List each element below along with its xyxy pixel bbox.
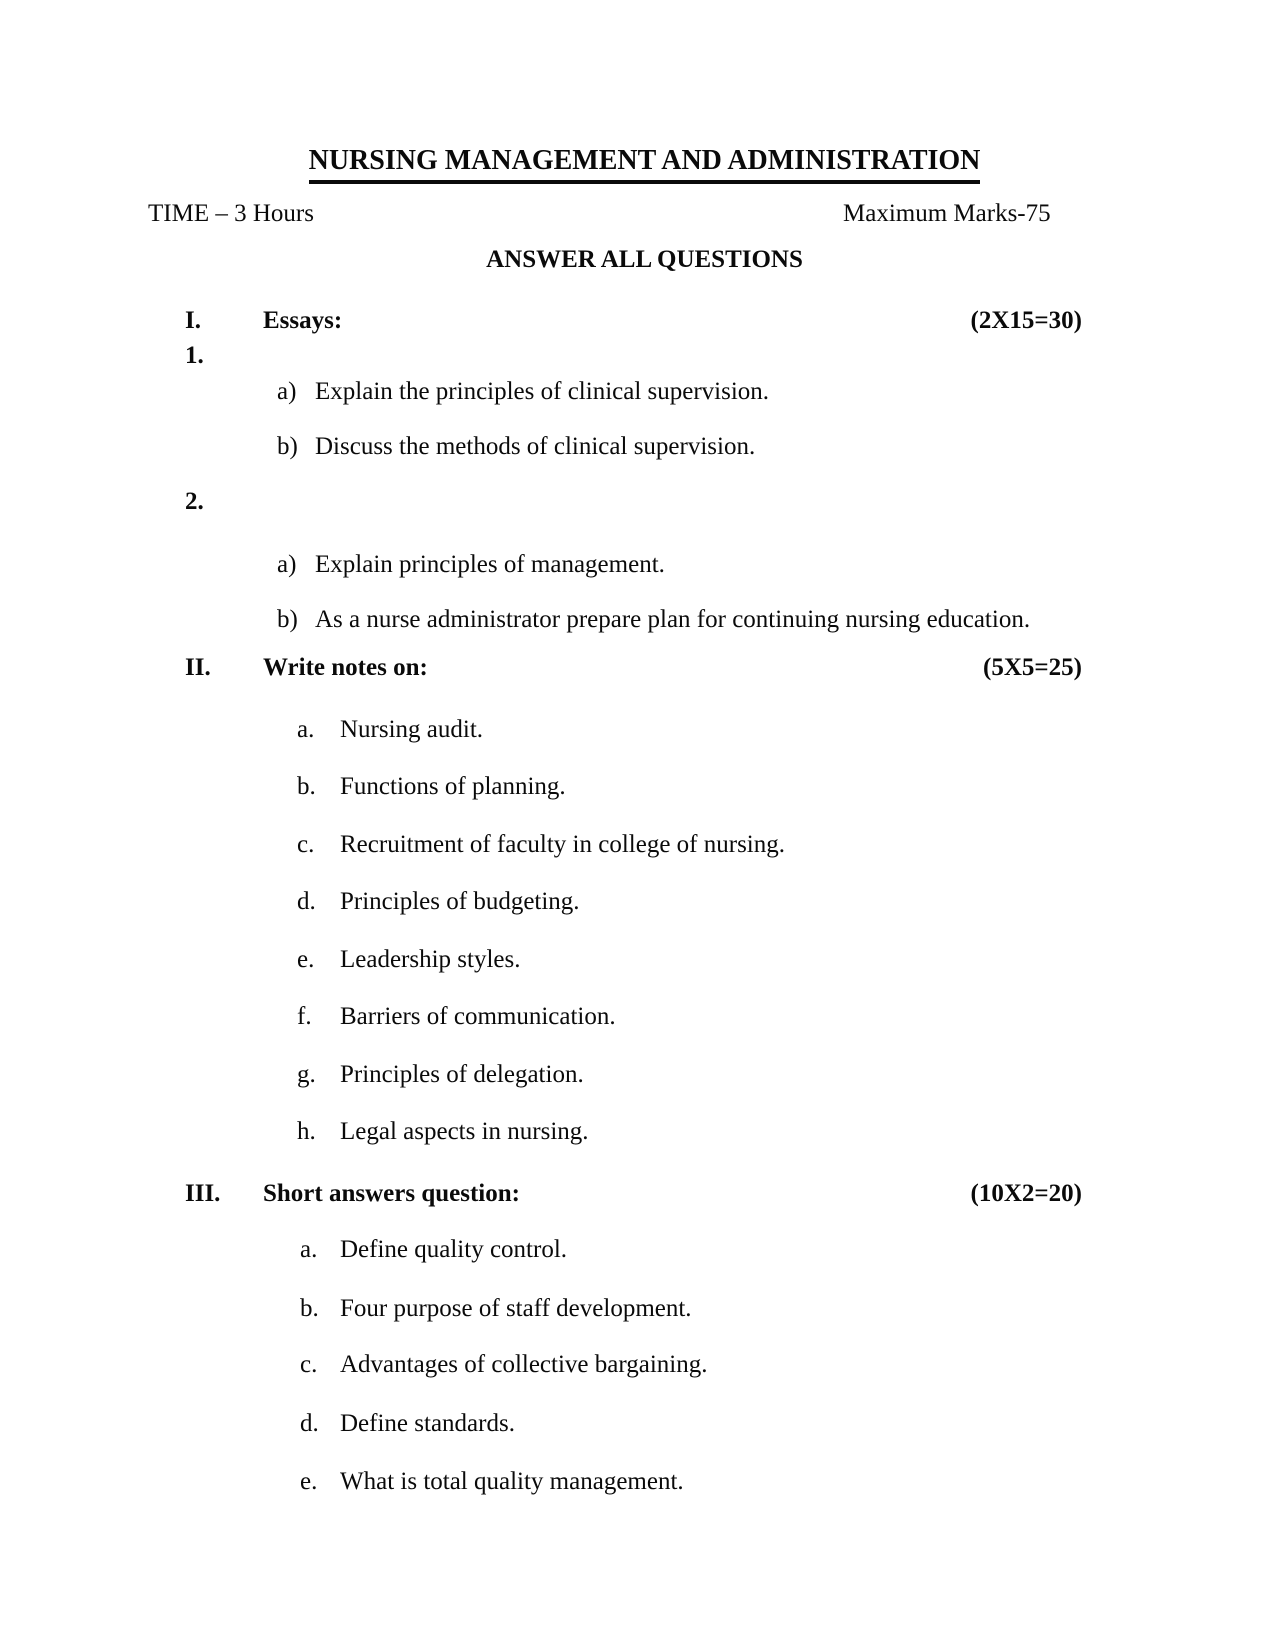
note-a-marker: a. bbox=[297, 716, 315, 743]
note-h-marker: h. bbox=[297, 1118, 316, 1145]
essay-1b-text: Discuss the methods of clinical supervision. bbox=[315, 433, 756, 460]
section-2-label: Write notes on: bbox=[263, 654, 428, 681]
note-c-marker: c. bbox=[297, 831, 315, 858]
section-2-numeral: II. bbox=[185, 654, 211, 681]
short-a-text: Define quality control. bbox=[340, 1236, 568, 1263]
note-c-text: Recruitment of faculty in college of nursing. bbox=[340, 831, 786, 858]
note-f-text: Barriers of communication. bbox=[340, 1003, 616, 1030]
time-label: TIME – 3 Hours bbox=[148, 200, 314, 227]
essay-2a-marker: a) bbox=[277, 551, 297, 578]
short-b-marker: b. bbox=[300, 1295, 319, 1322]
instruction-heading: ANSWER ALL QUESTIONS bbox=[486, 246, 803, 273]
note-b-marker: b. bbox=[297, 773, 316, 800]
note-b-text: Functions of planning. bbox=[340, 773, 566, 800]
note-f-marker: f. bbox=[297, 1003, 312, 1030]
short-b-text: Four purpose of staff development. bbox=[340, 1295, 692, 1322]
note-e-marker: e. bbox=[297, 946, 315, 973]
short-a-marker: a. bbox=[300, 1236, 318, 1263]
note-d-text: Principles of budgeting. bbox=[340, 888, 580, 915]
section-2-marks: (5X5=25) bbox=[983, 654, 1082, 681]
short-c-marker: c. bbox=[300, 1351, 318, 1378]
essay-2b-marker: b) bbox=[277, 606, 298, 633]
maximum-marks-label: Maximum Marks-75 bbox=[843, 200, 1051, 227]
note-h-text: Legal aspects in nursing. bbox=[340, 1118, 589, 1145]
section-3-marks: (10X2=20) bbox=[970, 1180, 1082, 1207]
short-c-text: Advantages of collective bargaining. bbox=[340, 1351, 708, 1378]
note-a-text: Nursing audit. bbox=[340, 716, 484, 743]
short-d-text: Define standards. bbox=[340, 1410, 515, 1437]
section-1-numeral: I. bbox=[185, 307, 201, 334]
essay-group-1-number: 1. bbox=[185, 342, 204, 369]
short-d-marker: d. bbox=[300, 1410, 319, 1437]
note-g-text: Principles of delegation. bbox=[340, 1061, 584, 1088]
note-e-text: Leadership styles. bbox=[340, 946, 521, 973]
essay-1a-marker: a) bbox=[277, 378, 297, 405]
essay-1a-text: Explain the principles of clinical supervision. bbox=[315, 378, 770, 405]
essay-group-2-number: 2. bbox=[185, 488, 204, 515]
essay-2a-text: Explain principles of management. bbox=[315, 551, 665, 578]
essay-2b-text: As a nurse administrator prepare plan for continuing nursing education. bbox=[315, 606, 1031, 633]
essay-1b-marker: b) bbox=[277, 433, 298, 460]
note-d-marker: d. bbox=[297, 888, 316, 915]
note-g-marker: g. bbox=[297, 1061, 316, 1088]
section-1-marks: (2X15=30) bbox=[970, 307, 1082, 334]
page-title-text: NURSING MANAGEMENT AND ADMINISTRATION bbox=[309, 145, 981, 184]
page-title bbox=[0, 145, 1275, 184]
section-1-label: Essays: bbox=[263, 307, 343, 334]
short-e-marker: e. bbox=[300, 1468, 318, 1495]
short-e-text: What is total quality management. bbox=[340, 1468, 684, 1495]
section-3-numeral: III. bbox=[185, 1180, 221, 1207]
section-3-label: Short answers question: bbox=[263, 1180, 520, 1207]
